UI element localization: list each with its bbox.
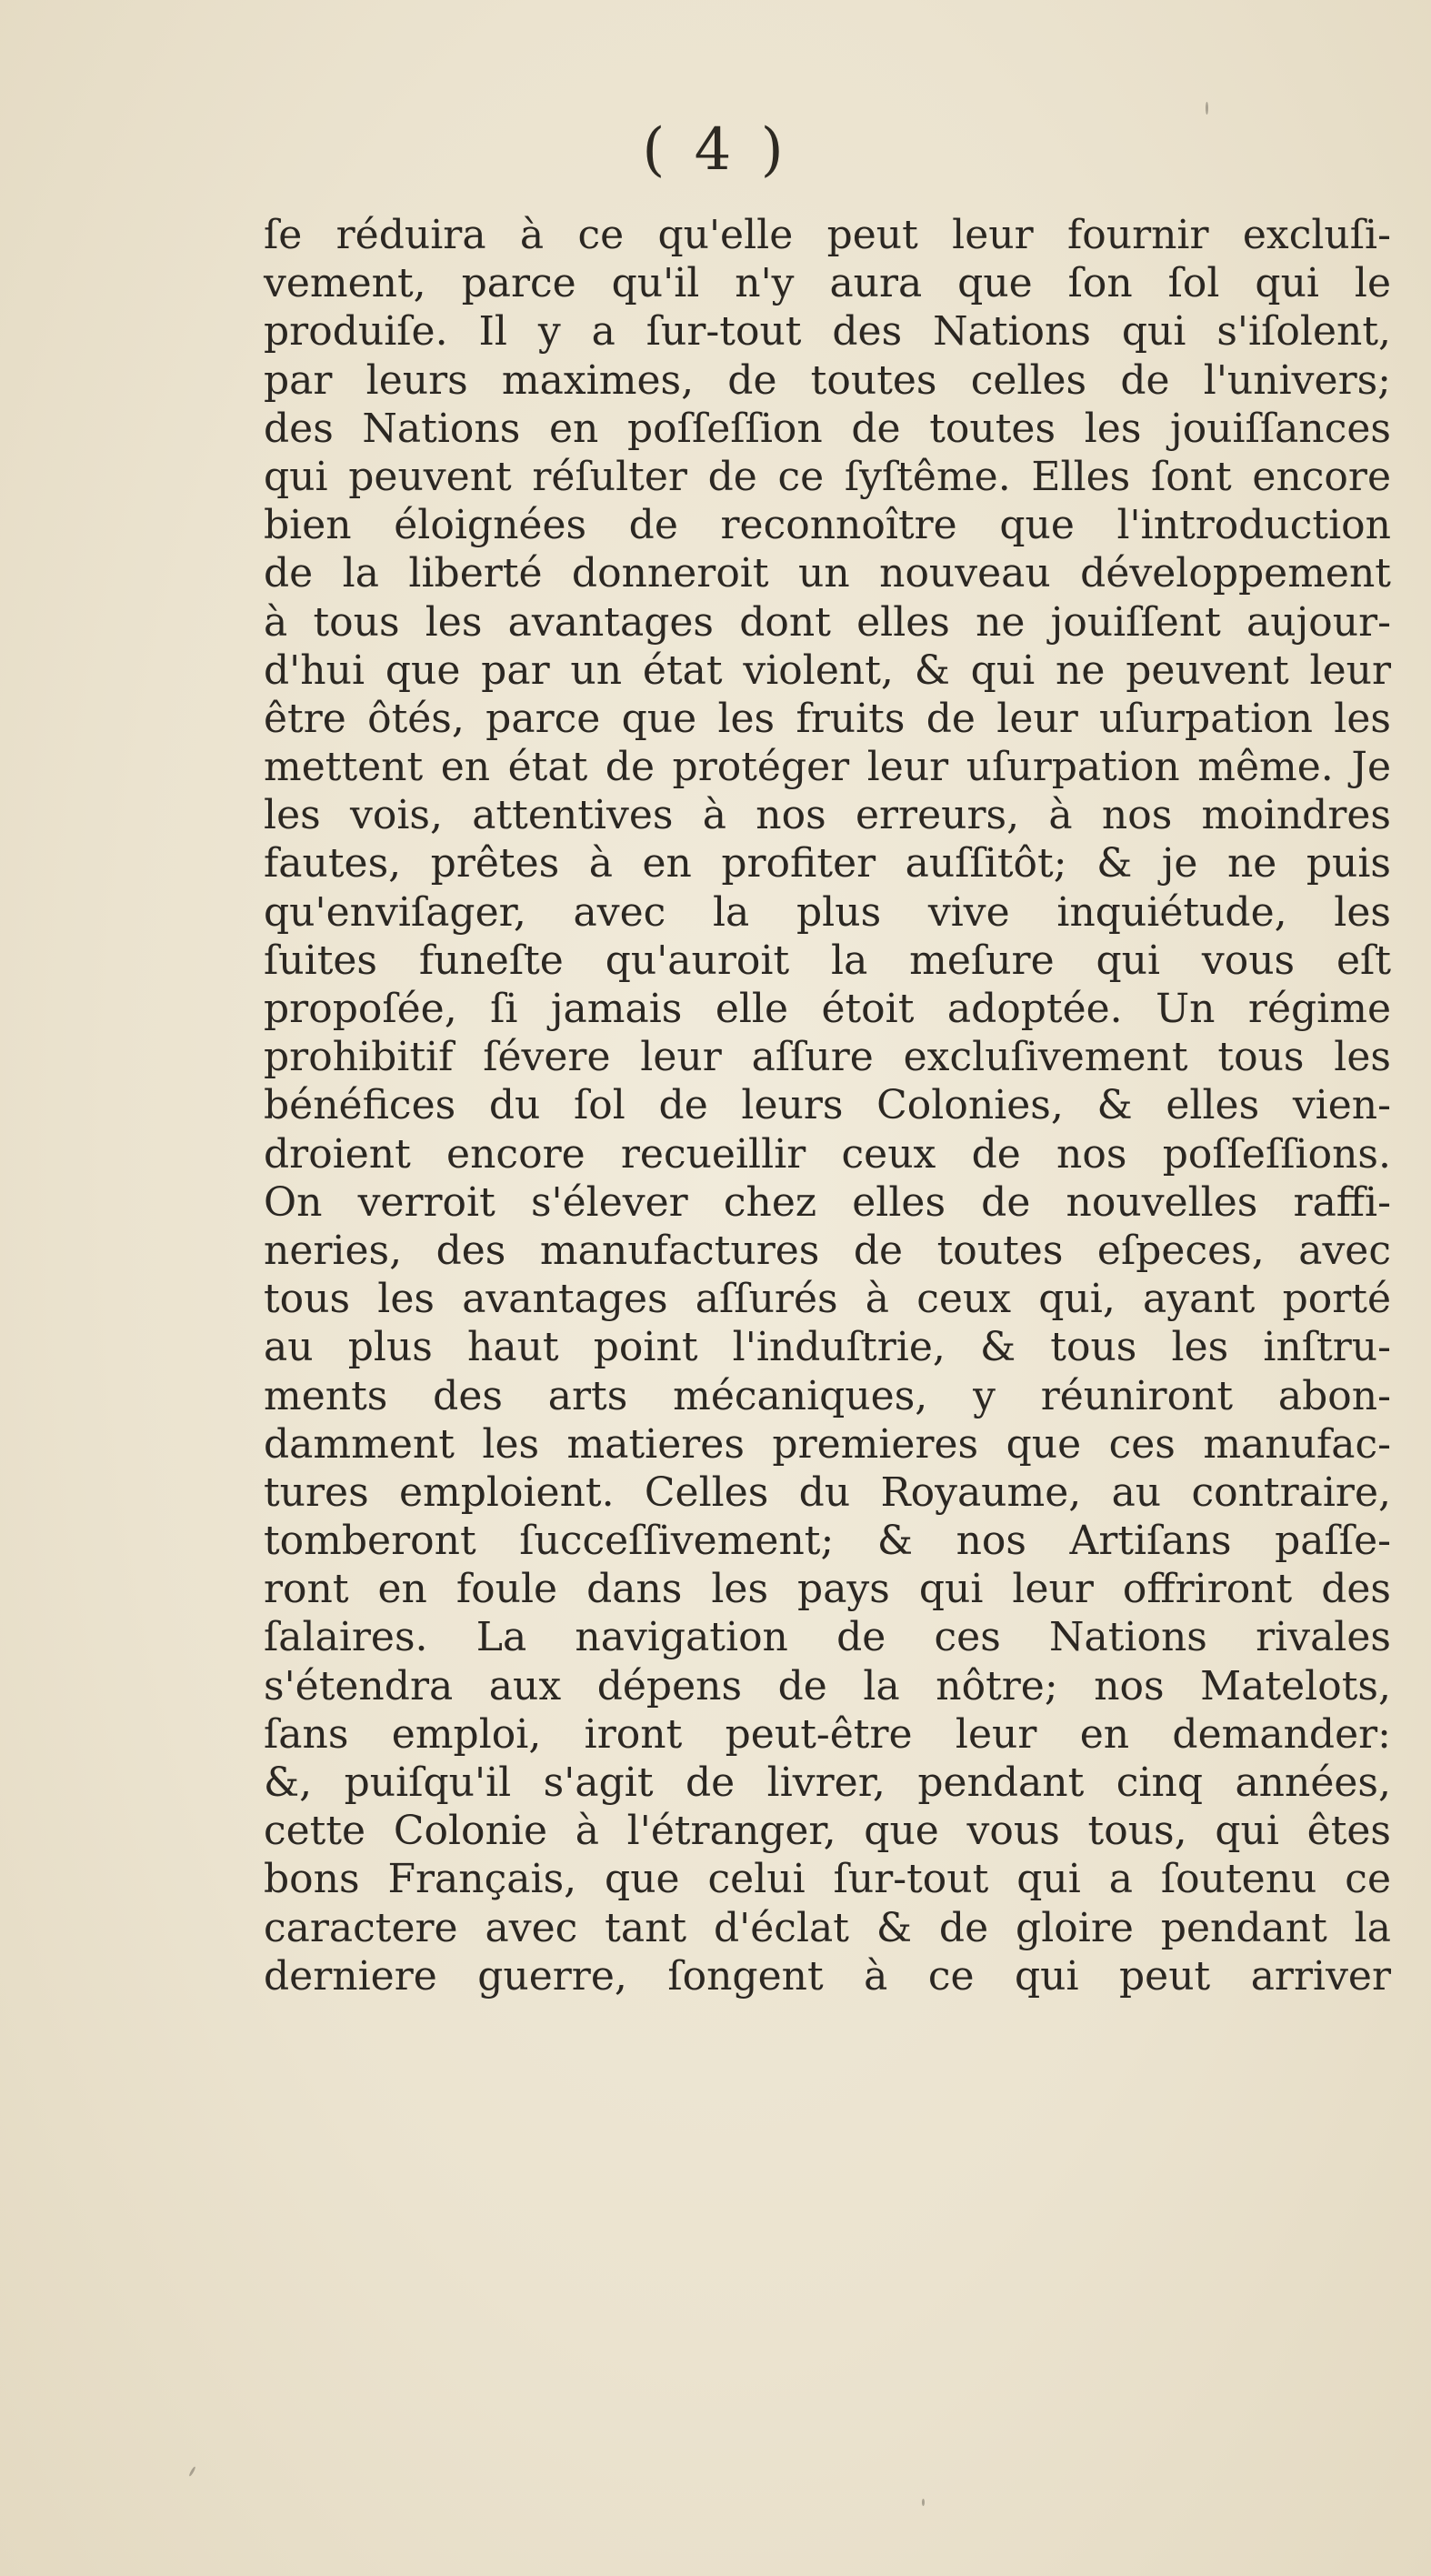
text-line: propoſée, ſi jamais elle étoit adoptée. Un régime — [264, 986, 1391, 1032]
text-line: derniere guerre, ſongent à ce qui peut arriver — [264, 1952, 1391, 2000]
paper-speck — [1206, 102, 1208, 115]
text-line: ront en foule dans les pays qui leur offriront des — [264, 1566, 1391, 1613]
text-line: s'étendra aux dépens de la nôtre; nos Matelots, — [264, 1662, 1391, 1709]
text-line: à tous les avantages dont elles ne jouiſſent aujour- — [264, 598, 1391, 646]
text-line: tures emploient. Celles du Royaume, au contraire, — [264, 1468, 1391, 1516]
text-line: &, puiſqu'il s'agit de livrer, pendant cinq années, — [264, 1759, 1391, 1806]
text-line: produiſe. Il y a ſur-tout des Nations qui s'iſolent, — [264, 308, 1391, 356]
text-line: vement, parce qu'il n'y aura que ſon ſol qui le — [264, 260, 1391, 307]
text-line: droient encore recueillir ceux de nos poſſeſſions. — [264, 1130, 1391, 1178]
text-line: neries, des manufactures de toutes eſpeces, avec — [264, 1227, 1391, 1274]
paper-speck — [922, 2499, 925, 2506]
text-line: au plus haut point l'induſtrie, & tous les inſtru- — [264, 1324, 1391, 1371]
text-line: ments des arts mécaniques, y réuniront abon- — [264, 1372, 1391, 1419]
text-line: ſalaires. La navigation de ces Nations rivales — [264, 1614, 1391, 1661]
text-line: caractere avec tant d'éclat & de gloire pendant la — [264, 1904, 1391, 1951]
text-line: ſe réduira à ce qu'elle peut leur fournir excluſi- — [264, 212, 1391, 258]
text-line: damment les matieres premieres que ces manufac- — [264, 1420, 1391, 1468]
text-line: qui peuvent réſulter de ce ſyſtême. Elles ſont encore — [264, 453, 1391, 500]
text-line: bénéfices du ſol de leurs Colonies, & elles vien- — [264, 1082, 1391, 1129]
text-line: tomberont ſucceſſivement; & nos Artiſans paſſe- — [264, 1518, 1391, 1565]
page-number: ( 4 ) — [642, 116, 789, 184]
text-line: prohibitif ſévere leur aſſure excluſivement tous les — [264, 1034, 1391, 1081]
text-line: bons Français, que celui ſur-tout qui a ſoutenu ce — [264, 1856, 1391, 1903]
text-line: de la liberté donneroit un nouveau développement — [264, 550, 1391, 597]
text-line: tous les avantages aſſurés à ceux qui, ayant porté — [264, 1276, 1391, 1323]
text-line: ſuites funeſte qu'auroit la meſure qui vous eſt — [264, 937, 1391, 984]
text-line: On verroit s'élever chez elles de nouvelles raffi- — [264, 1178, 1391, 1226]
text-line: par leurs maximes, de toutes celles de l'univers; — [264, 356, 1391, 404]
text-line: être ôtés, parce que les fruits de leur uſurpation les — [264, 695, 1391, 742]
text-line: des Nations en poſſeſſion de toutes les jouiſſances — [264, 405, 1391, 452]
text-line: qu'enviſager, avec la plus vive inquiétude, les — [264, 888, 1391, 936]
paper-speck — [188, 2466, 196, 2477]
text-line: ſans emploi, iront peut-être leur en demander: — [264, 1710, 1391, 1758]
text-line: bien éloignées de reconnoître que l'introduction — [264, 502, 1391, 549]
text-line: cette Colonie à l'étranger, que vous tous, qui êtes — [264, 1808, 1391, 1855]
text-line: mettent en état de protéger leur uſurpation même. Je — [264, 744, 1391, 791]
body-text — [264, 211, 1391, 2000]
text-line: d'hui que par un état violent, & qui ne peuvent leur — [264, 647, 1391, 694]
text-line: fautes, prêtes à en profiter auſſitôt; & je ne puis — [264, 840, 1391, 887]
text-line: les vois, attentives à nos erreurs, à nos moindres — [264, 792, 1391, 839]
